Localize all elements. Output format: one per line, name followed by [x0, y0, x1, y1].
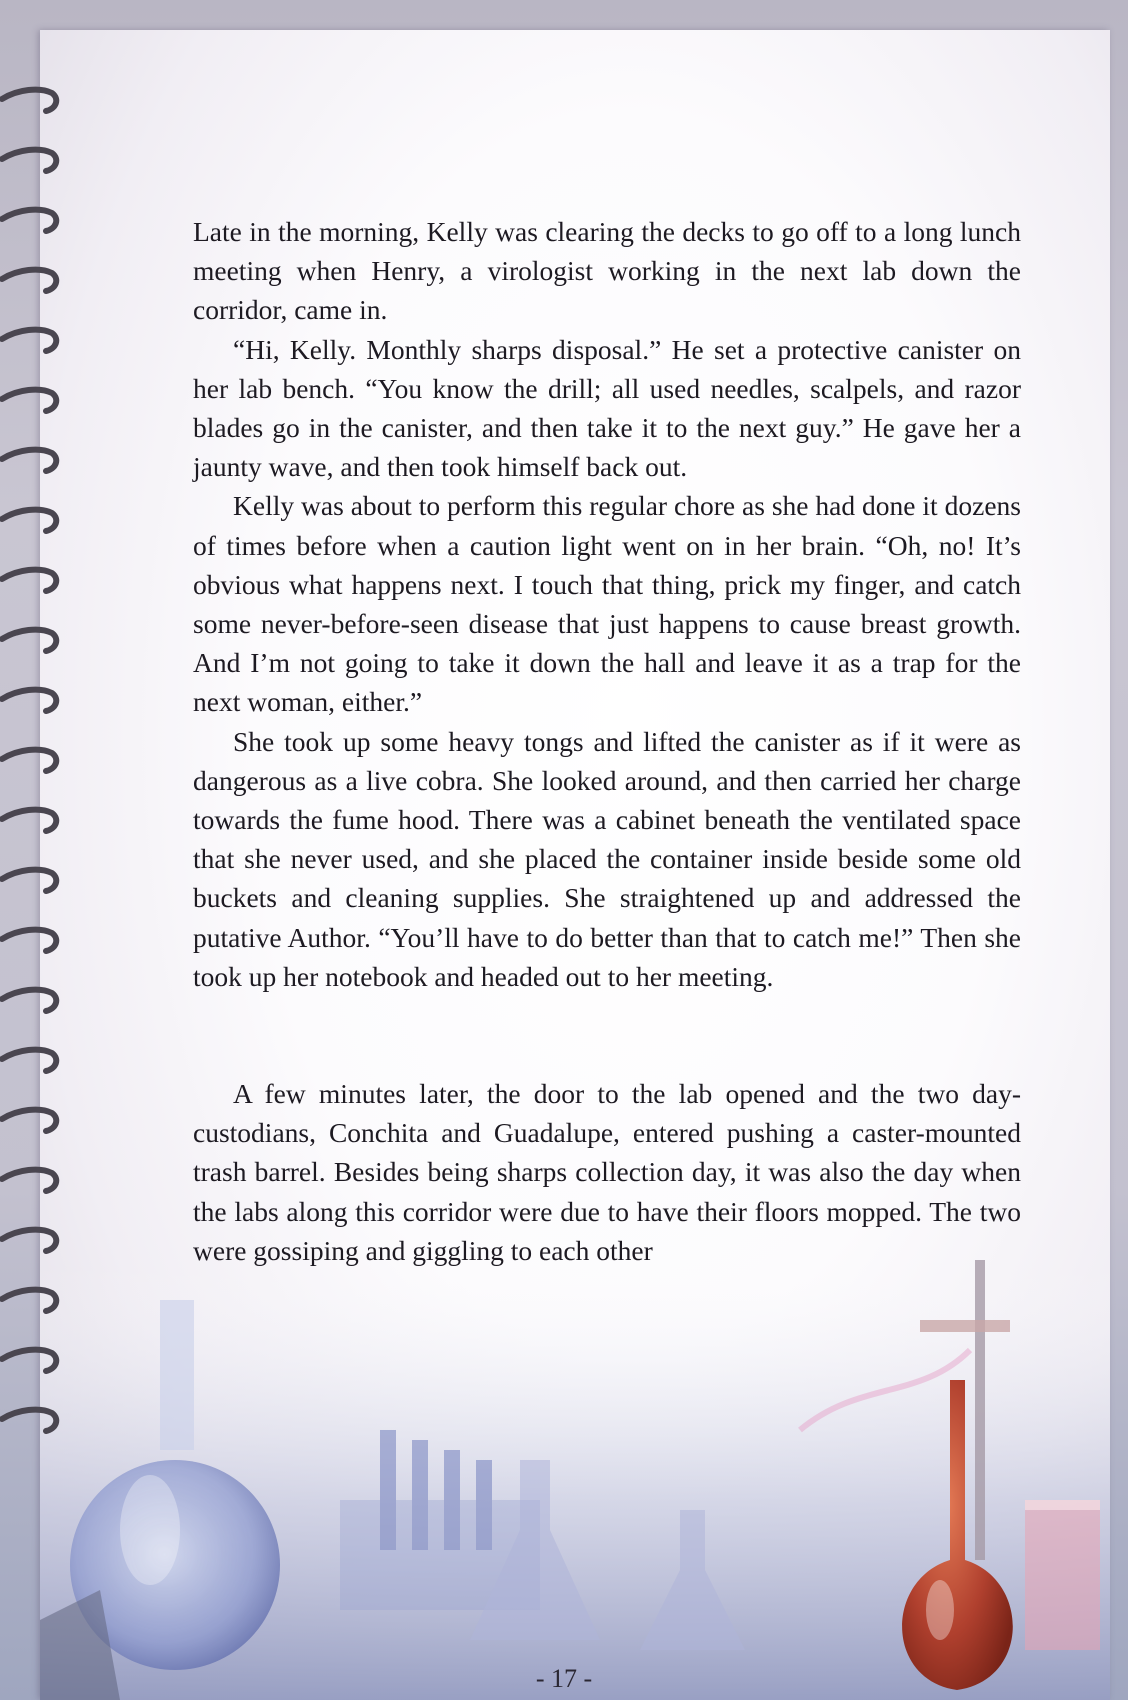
spiral-coil	[2, 90, 56, 111]
spiral-coil	[2, 570, 56, 591]
spiral-coil	[2, 450, 56, 471]
paragraph: Late in the morning, Kelly was clearing the decks to go off to a long lunch meeting when Henry, a virologist working in the next lab down the corridor, came in.	[193, 216, 1021, 326]
pink-beaker	[1025, 1500, 1100, 1650]
spiral-coil	[2, 1170, 56, 1191]
page-number: - 17 -	[535, 1664, 593, 1693]
paragraph: “Hi, Kelly. Monthly sharps disposal.” He set a protective canister on her lab bench. “You know the drill; all used needles, scalpels, and razor blades go in the canister, and then take it to the next guy.” He gave her a jaunty wave, and then took himself back out.	[193, 333, 1021, 483]
paragraph: A few minutes later, the door to the lab opened and the two day-custodians, Conchita and Guadalupe, entered pushing a caster-mounted trash barrel. Besides being sharps collection day, it was also the day when the labs along this corridor were due to have their floors mopped. The two were gossiping and giggling to each other	[193, 1078, 1021, 1266]
spiral-coil	[2, 150, 56, 171]
spiral-coil	[2, 690, 56, 711]
spiral-coil	[2, 390, 56, 411]
spiral-coil	[2, 750, 56, 771]
spiral-coil	[2, 1050, 56, 1071]
spiral-coil	[2, 510, 56, 531]
paragraph: Kelly was about to perform this regular chore as she had done it dozens of times before when a caution light went on in her brain. “Oh, no! It’s obvious what happens next. I touch that thing, prick my finger, and catch some never-before-seen disease that just happens to cause breast growth. And I’m not going to take it down the hall and leave it as a trap for the next woman, either.”	[193, 490, 1021, 718]
story-text	[193, 212, 1021, 1270]
lab-glassware-illustration	[40, 1260, 1110, 1700]
spiral-coil	[2, 1230, 56, 1251]
spiral-coil	[2, 1410, 56, 1431]
spiral-coil	[2, 270, 56, 291]
spiral-coil	[2, 930, 56, 951]
spiral-coil	[2, 210, 56, 231]
spiral-coil	[2, 870, 56, 891]
spiral-coil	[2, 1110, 56, 1131]
spiral-coil	[2, 810, 56, 831]
spiral-coil	[2, 1350, 56, 1371]
spiral-coil	[2, 990, 56, 1011]
spiral-coil	[2, 630, 56, 651]
spiral-coil	[2, 1290, 56, 1311]
paragraph: She took up some heavy tongs and lifted the canister as if it were as dangerous as a live cobra. She looked around, and then carried her charge towards the fume hood. There was a cabinet beneath the ventilated space that she never used, and she placed the container inside beside some old buckets and cleaning supplies. She straightened up and addressed the putative Author. “You’ll have to do better than that to catch me!” Then she took up her notebook and headed out to her meeting.	[193, 725, 1021, 992]
spiral-binding	[0, 85, 70, 1455]
spiral-coil	[2, 330, 56, 351]
